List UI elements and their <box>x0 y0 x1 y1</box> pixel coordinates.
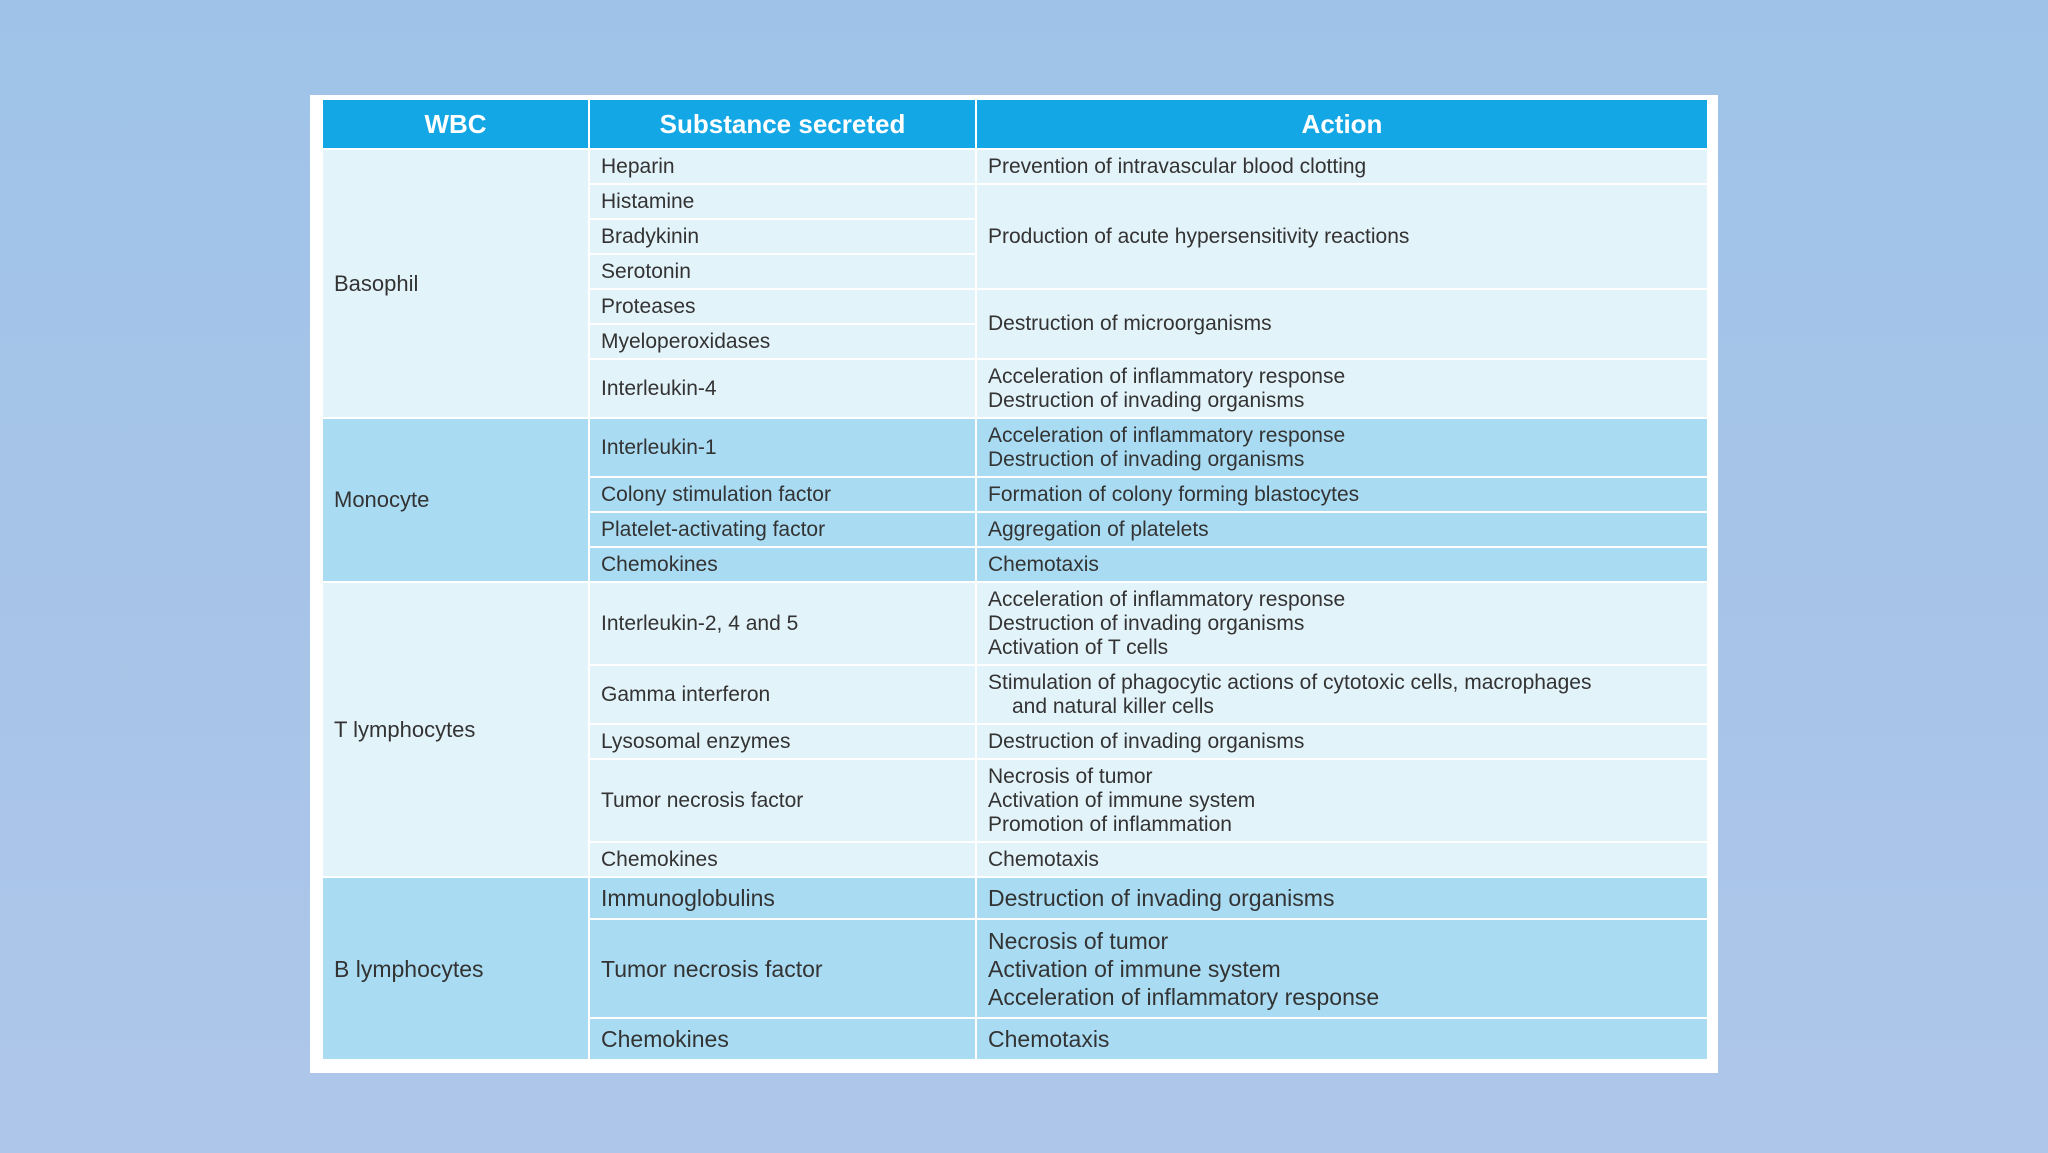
substance-cell: Interleukin-1 <box>589 418 976 477</box>
action-cell: Chemotaxis <box>976 1018 1708 1060</box>
group-b-lymphocytes <box>322 877 1708 1060</box>
wbc-cell: T lymphocytes <box>322 582 589 877</box>
slide-frame <box>310 95 1718 1073</box>
action-line-continuation: and natural killer cells <box>1012 694 1214 718</box>
action-cell: Acceleration of inflammatory response Destruction of invading organisms Activation of T cells <box>976 582 1708 665</box>
substance-cell: Gamma interferon <box>589 665 976 724</box>
substance-cell: Bradykinin <box>589 219 976 254</box>
action-cell: Formation of colony forming blastocytes <box>976 477 1708 512</box>
substance-cell: Tumor necrosis factor <box>589 759 976 842</box>
action-cell: Chemotaxis <box>976 547 1708 582</box>
substance-cell: Lysosomal enzymes <box>589 724 976 759</box>
substance-cell: Histamine <box>589 184 976 219</box>
wbc-cell: Monocyte <box>322 418 589 582</box>
substance-cell: Chemokines <box>589 1018 976 1060</box>
substance-cell: Platelet-activating factor <box>589 512 976 547</box>
substance-cell: Tumor necrosis factor <box>589 919 976 1018</box>
header-wbc: WBC <box>322 100 589 149</box>
substance-cell: Chemokines <box>589 842 976 877</box>
action-cell: Aggregation of platelets <box>976 512 1708 547</box>
action-cell: Necrosis of tumor Activation of immune system Promotion of inflammation <box>976 759 1708 842</box>
action-cell: Acceleration of inflammatory response Destruction of invading organisms <box>976 359 1708 418</box>
action-line: Stimulation of phagocytic actions of cytotoxic cells, macrophages <box>988 670 1592 694</box>
table-row <box>322 877 1708 919</box>
substance-cell: Myeloperoxidases <box>589 324 976 359</box>
substance-cell: Chemokines <box>589 547 976 582</box>
action-cell: Necrosis of tumor Activation of immune system Acceleration of inflammatory response <box>976 919 1708 1018</box>
wbc-secretions-table <box>321 100 1709 1061</box>
substance-cell: Heparin <box>589 149 976 184</box>
substance-cell: Interleukin-4 <box>589 359 976 418</box>
group-monocyte <box>322 418 1708 582</box>
table-row <box>322 582 1708 665</box>
action-cell: Chemotaxis <box>976 842 1708 877</box>
action-cell: Destruction of microorganisms <box>976 289 1708 359</box>
group-t-lymphocytes <box>322 582 1708 877</box>
substance-cell: Proteases <box>589 289 976 324</box>
action-cell <box>976 665 1708 724</box>
table-row <box>322 149 1708 184</box>
wbc-cell: B lymphocytes <box>322 877 589 1060</box>
table-row <box>322 418 1708 477</box>
group-basophil <box>322 149 1708 418</box>
substance-cell: Immunoglobulins <box>589 877 976 919</box>
action-cell: Production of acute hypersensitivity reactions <box>976 184 1708 289</box>
wbc-cell: Basophil <box>322 149 589 418</box>
substance-cell: Colony stimulation factor <box>589 477 976 512</box>
header-row <box>322 100 1708 149</box>
substance-cell: Serotonin <box>589 254 976 289</box>
substance-cell: Interleukin-2, 4 and 5 <box>589 582 976 665</box>
header-action: Action <box>976 100 1708 149</box>
action-cell: Destruction of invading organisms <box>976 724 1708 759</box>
action-cell: Prevention of intravascular blood clotting <box>976 149 1708 184</box>
header-substance: Substance secreted <box>589 100 976 149</box>
action-cell: Destruction of invading organisms <box>976 877 1708 919</box>
action-cell: Acceleration of inflammatory response Destruction of invading organisms <box>976 418 1708 477</box>
